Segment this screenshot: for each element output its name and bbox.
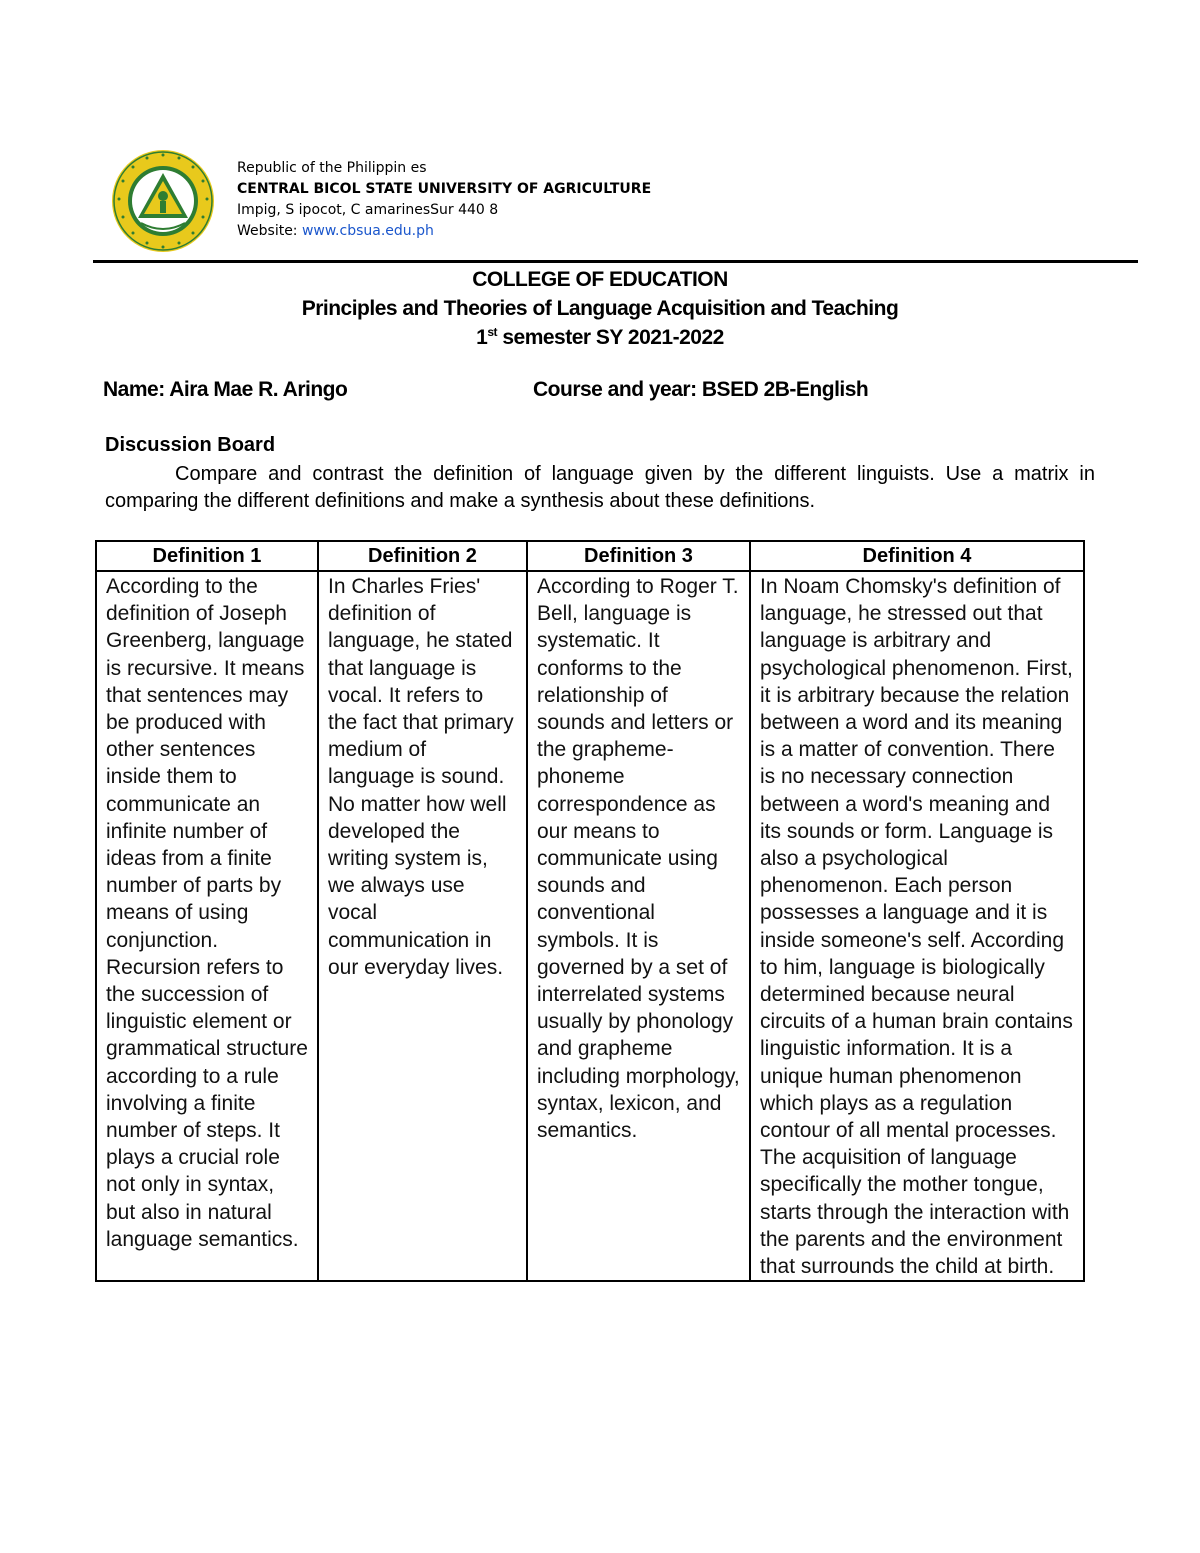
country-line: Republic of the Philippin es [237, 160, 427, 176]
website-link[interactable]: www.cbsua.edu.ph [301, 223, 434, 239]
semester-ordinal: st [487, 325, 498, 339]
document-titles [0, 265, 1200, 352]
matrix-header-cell: Definition 1 [96, 541, 318, 571]
definitions-matrix [95, 540, 1085, 1282]
matrix-header-cell: Definition 3 [527, 541, 750, 571]
matrix-header-cell: Definition 4 [750, 541, 1084, 571]
discussion-instructions: Compare and contrast the definition of language given by the different linguists. Use a matrix in comparing the different definitions and make a synthesis about these definitions. [105, 463, 1095, 512]
student-name: Name: Aira Mae R. Aringo [103, 378, 348, 401]
matrix-header-cell: Definition 2 [318, 541, 527, 571]
college-title: COLLEGE OF EDUCATION [472, 268, 728, 291]
definition-3-cell: According to Roger T. Bell, language is systematic. It conforms to the relationship of sounds and letters or the grapheme-phoneme correspondence as our means to communicate using sounds and conventional symbols. It is governed by a set of interrelated systems usually by phonology and grapheme including morphology, syntax, lexicon, and semantics. [527, 571, 750, 1281]
course-and-year: Course and year: BSED 2B-English [533, 378, 869, 401]
matrix-header-row [96, 541, 1084, 571]
matrix-row [96, 571, 1084, 1281]
university-seal-icon [111, 149, 215, 253]
semester-text: semester SY 2021-2022 [497, 326, 724, 349]
website-line [237, 221, 651, 242]
course-title: Principles and Theories of Language Acquisition and Teaching [301, 297, 899, 320]
university-name: CENTRAL BICOL STATE UNIVERSITY OF AGRICULTURE [237, 181, 652, 197]
definition-1-cell: According to the definition of Joseph Greenberg, language is recursive. It means that sentences may be produced with other sentences inside them to communicate an infinite number of ideas from a finite number of parts by means of using conjunction. Recursion refers to the succession of linguistic element or grammatical structure according to a rule involving a finite number of steps. It plays a crucial role not only in syntax, but also in natural language semantics. [96, 571, 318, 1281]
university-header [237, 158, 651, 242]
definition-2-cell: In Charles Fries' definition of language, he stated that language is vocal. It refers to the fact that primary medium of language is sound. No matter how well developed the writing system is, we always use vocal communication in our everyday lives. [318, 571, 527, 1281]
website-label: Website: [237, 223, 298, 239]
address-line: Impig, S ipocot, C amarinesSur 440 8 [237, 202, 499, 218]
semester-line [0, 323, 1200, 352]
discussion-board-title: Discussion Board [105, 434, 276, 456]
header-divider [93, 260, 1138, 263]
semester-number: 1 [476, 326, 488, 349]
definition-4-cell: In Noam Chomsky's definition of language, he stressed out that language is arbitrary and psychological phenomenon. First, it is arbitrary because the relation between a word and its meaning is a matter of convention. There is no necessary connection between a word's meaning and its sounds or form. Language is also a psychological phenomenon. Each person possesses a language and it is inside someone's self. According to him, language is biologically determined because neural circuits of a human brain contains linguistic information. It is a unique human phenomenon which plays as a regulation contour of all mental processes. The acquisition of language specifically the mother tongue, starts through the interaction with the parents and the environment that surrounds the child at birth. [750, 571, 1084, 1281]
